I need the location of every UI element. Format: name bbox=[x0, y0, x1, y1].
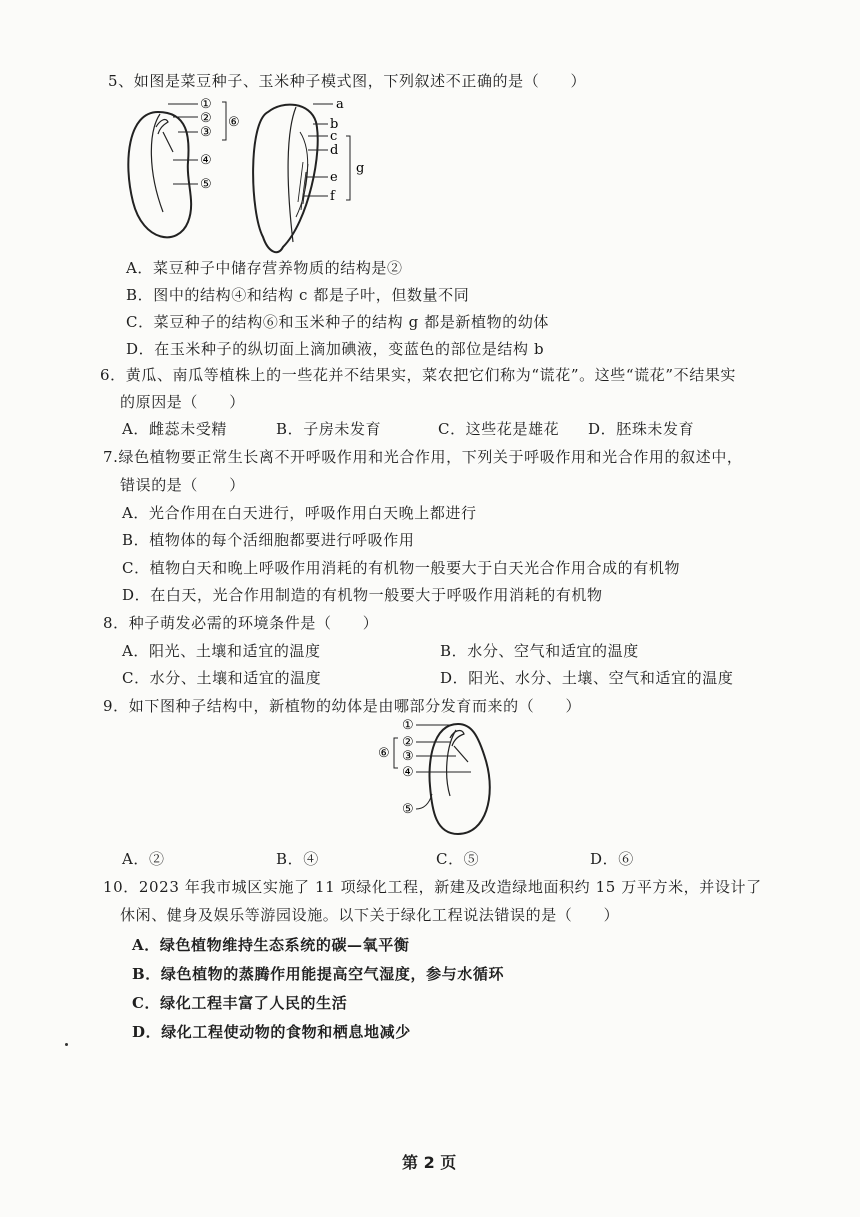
q7-option-b: B．植物体的每个活细胞都要进行呼吸作用 bbox=[122, 531, 415, 549]
q6-option-d: D．胚珠未发育 bbox=[588, 420, 695, 438]
q8-option-b: B．水分、空气和适宜的温度 bbox=[440, 642, 639, 660]
bean-label-4: ④ bbox=[200, 153, 212, 168]
q7-stem-line1: 7.绿色植物要正常生长离不开呼吸作用和光合作用，下列关于呼吸作用和光合作用的叙述中， bbox=[103, 448, 743, 466]
page-number: 第 2 页 bbox=[402, 1153, 457, 1172]
bean-seed-diagram bbox=[346, 716, 506, 838]
corn-label-b: b bbox=[330, 117, 339, 132]
q8-option-c: C．水分、土壤和适宜的温度 bbox=[122, 669, 322, 687]
q9-option-d: D．⑥ bbox=[590, 850, 634, 868]
corn-label-f: f bbox=[330, 189, 335, 204]
fig9-label-1: ① bbox=[402, 718, 414, 733]
corn-label-c: c bbox=[330, 129, 338, 144]
q5-option-d: D．在玉米种子的纵切面上滴加碘液，变蓝色的部位是结构 b bbox=[126, 340, 545, 358]
seed-diagram-bean-corn bbox=[118, 92, 378, 262]
corn-label-d: d bbox=[330, 143, 339, 158]
q6-option-b: B．子房未发育 bbox=[276, 420, 382, 438]
fig9-label-3: ③ bbox=[402, 749, 414, 764]
q9-option-b: B．④ bbox=[276, 850, 319, 868]
bean-label-5: ⑤ bbox=[200, 177, 212, 192]
bean-label-3: ③ bbox=[200, 125, 212, 140]
q7-option-d: D．在白天，光合作用制造的有机物一般要大于呼吸作用消耗的有机物 bbox=[122, 586, 603, 604]
q6-option-c: C．这些花是雄花 bbox=[438, 420, 560, 438]
q7-stem-line2: 错误的是（ ） bbox=[120, 476, 245, 494]
fig9-label-2: ② bbox=[402, 735, 414, 750]
bean-label-2: ② bbox=[200, 111, 212, 126]
corn-label-a: a bbox=[336, 97, 344, 112]
q9-option-a: A．② bbox=[122, 850, 165, 868]
q5-option-b: B．图中的结构④和结构 c 都是子叶，但数量不同 bbox=[126, 286, 470, 304]
q10-stem-line1: 10．2023 年我市城区实施了 11 项绿化工程，新建及改造绿地面积约 15 万平方米，并设计了 bbox=[103, 878, 762, 896]
bean-label-6: ⑥ bbox=[228, 115, 240, 130]
q6-stem-line2: 的原因是（ ） bbox=[120, 393, 245, 411]
q5-figure bbox=[118, 92, 378, 262]
q6-option-a: A．雌蕊未受精 bbox=[122, 420, 228, 438]
q9-figure bbox=[346, 716, 506, 838]
q10-stem-line2: 休闲、健身及娱乐等游园设施。以下关于绿化工程说法错误的是（ ） bbox=[120, 906, 620, 924]
fig9-label-6: ⑥ bbox=[378, 746, 390, 761]
q9-option-c: C．⑤ bbox=[436, 850, 480, 868]
bean-label-1: ① bbox=[200, 97, 212, 112]
q8-stem: 8．种子萌发必需的环境条件是（ ） bbox=[103, 614, 379, 632]
q5-option-c: C．菜豆种子的结构⑥和玉米种子的结构 g 都是新植物的幼体 bbox=[126, 313, 550, 331]
corn-label-e: e bbox=[330, 170, 338, 185]
q10-option-a: A．绿色植物维持生态系统的碳—氧平衡 bbox=[132, 936, 410, 954]
q10-option-c: C．绿化工程丰富了人民的生活 bbox=[132, 994, 348, 1012]
q9-stem: 9．如下图种子结构中，新植物的幼体是由哪部分发育而来的（ ） bbox=[103, 697, 582, 715]
fig9-label-4: ④ bbox=[402, 765, 414, 780]
scan-speck bbox=[65, 1043, 68, 1046]
fig9-label-5: ⑤ bbox=[402, 802, 414, 817]
corn-label-g: g bbox=[356, 161, 365, 176]
q7-option-c: C．植物白天和晚上呼吸作用消耗的有机物一般要大于白天光合作用合成的有机物 bbox=[122, 559, 681, 577]
q6-stem-line1: 6．黄瓜、南瓜等植株上的一些花并不结果实，菜农把它们称为“谎花”。这些“谎花”不结果实 bbox=[100, 366, 737, 384]
q8-option-a: A．阳光、土壤和适宜的温度 bbox=[122, 642, 321, 660]
q7-option-a: A．光合作用在白天进行，呼吸作用白天晚上都进行 bbox=[122, 504, 477, 522]
q10-option-d: D．绿化工程使动物的食物和栖息地减少 bbox=[132, 1023, 411, 1041]
q8-option-d: D．阳光、水分、土壤、空气和适宜的温度 bbox=[440, 669, 734, 687]
q5-option-a: A．菜豆种子中储存营养物质的结构是② bbox=[126, 259, 403, 277]
q5-stem: 5、如图是菜豆种子、玉米种子模式图，下列叙述不正确的是（ ） bbox=[108, 72, 587, 90]
q10-option-b: B．绿色植物的蒸腾作用能提高空气湿度，参与水循环 bbox=[132, 965, 505, 983]
